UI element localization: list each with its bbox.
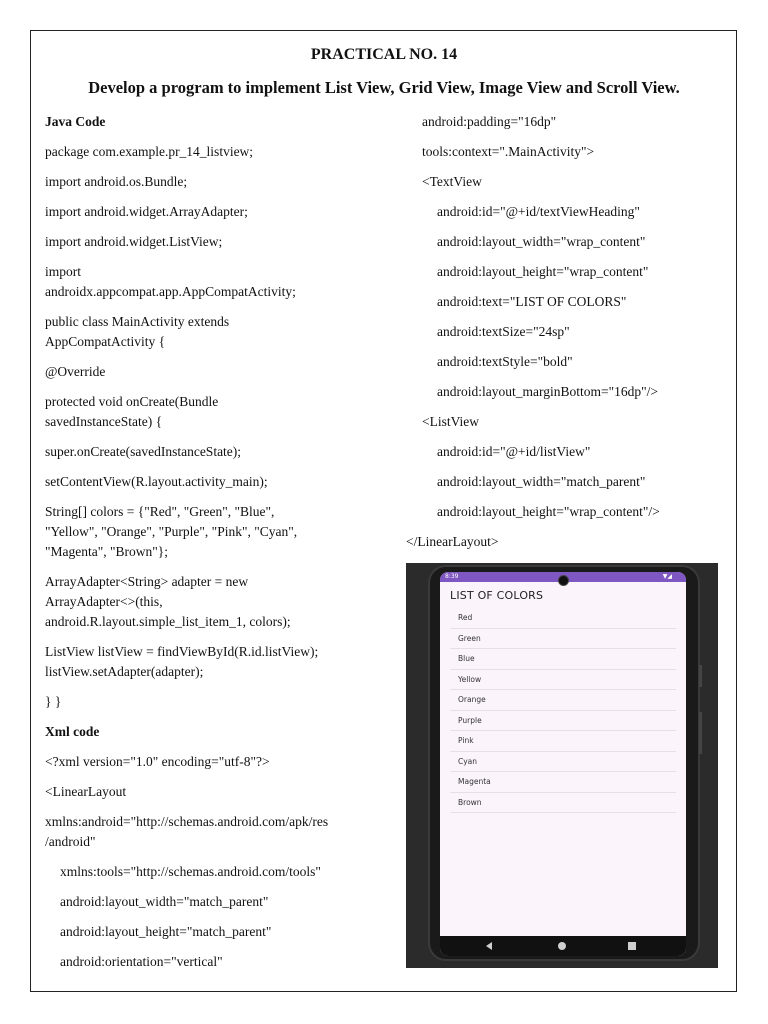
java-line: import android.os.Bundle; [45,174,188,189]
java-line: savedInstanceState) { [45,414,163,429]
xml-line: android:layout_height="match_parent" [60,924,272,939]
home-icon[interactable] [558,942,566,950]
navigation-bar [440,936,686,956]
list-item[interactable]: Green [450,629,676,650]
xml-line: android:layout_height="wrap_content"/> [437,504,660,519]
xml-line: xmlns:android="http://schemas.android.com/apk/res [45,814,329,829]
list-item[interactable]: Brown [450,793,676,814]
java-line: public class MainActivity extends [45,314,230,329]
java-line: AppCompatActivity { [45,334,166,349]
xml-line: tools:context=".MainActivity"> [422,144,595,159]
xml-line: <ListView [422,414,480,429]
list-item[interactable]: Yellow [450,670,676,691]
java-line: android.R.layout.simple_list_item_1, colors); [45,614,291,629]
xml-line: </LinearLayout> [406,534,499,549]
color-list[interactable] [450,608,676,813]
xml-line: android:layout_width="match_parent" [437,474,646,489]
java-line: "Magenta", "Brown"}; [45,544,169,559]
xml-line: android:layout_marginBottom="16dp"/> [437,384,658,399]
list-item[interactable]: Red [450,608,676,629]
xml-line: xmlns:tools="http://schemas.android.com/tools" [60,864,321,879]
xml-line: android:layout_width="wrap_content" [437,234,646,249]
xml-line: android:id="@+id/textViewHeading" [437,204,640,219]
status-time: 8:39 [445,573,459,580]
java-line: protected void onCreate(Bundle [45,394,219,409]
java-line: ListView listView = findViewById(R.id.listView); [45,644,319,659]
java-line: androidx.appcompat.app.AppCompatActivity; [45,284,296,299]
xml-line: <LinearLayout [45,784,127,799]
xml-line: /android" [45,834,96,849]
java-line: } } [45,694,62,709]
practical-title: PRACTICAL NO. 14 [310,46,458,63]
list-item[interactable]: Magenta [450,772,676,793]
java-code-heading: Java Code [45,114,106,129]
java-line: setContentView(R.layout.activity_main); [45,474,268,489]
xml-line: android:textStyle="bold" [437,354,573,369]
xml-line: android:id="@+id/listView" [437,444,591,459]
java-line: @Override [45,364,106,379]
xml-line: android:layout_width="match_parent" [60,894,269,909]
list-item[interactable]: Blue [450,649,676,670]
camera-icon [558,575,569,586]
phone-screen [440,572,686,956]
list-heading: LIST OF COLORS [450,589,544,602]
list-item[interactable]: Orange [450,690,676,711]
list-item[interactable]: Purple [450,711,676,732]
phone-volume-button [699,712,702,754]
java-line: "Yellow", "Orange", "Purple", "Pink", "Cyan", [45,524,298,539]
xml-line: android:text="LIST OF COLORS" [437,294,627,309]
xml-line: android:layout_height="wrap_content" [437,264,649,279]
phone-power-button [699,665,702,687]
java-line: String[] colors = {"Red", "Green", "Blue", [45,504,275,519]
java-line: super.onCreate(savedInstanceState); [45,444,242,459]
java-line: package com.example.pr_14_listview; [45,144,254,159]
back-icon[interactable] [486,942,492,950]
java-line: ArrayAdapter<>(this, [45,594,163,609]
xml-line: <?xml version="1.0" encoding="utf-8"?> [45,754,270,769]
xml-line: android:padding="16dp" [422,114,557,129]
xml-line: <TextView [422,174,482,189]
xml-line: android:textSize="24sp" [437,324,570,339]
java-line: ArrayAdapter<String> adapter = new [45,574,249,589]
java-line: import android.widget.ListView; [45,234,223,249]
xml-code-heading: Xml code [45,724,100,739]
recent-apps-icon[interactable] [628,942,636,950]
practical-subtitle: Develop a program to implement List View, Grid View, Image View and Scroll View. [88,78,680,97]
xml-line: android:orientation="vertical" [60,954,223,969]
list-item[interactable]: Pink [450,731,676,752]
java-line: import android.widget.ArrayAdapter; [45,204,248,219]
status-icons: ▼◢ [662,573,672,580]
java-line: listView.setAdapter(adapter); [45,664,204,679]
list-item[interactable]: Cyan [450,752,676,773]
java-line: import [45,264,81,279]
